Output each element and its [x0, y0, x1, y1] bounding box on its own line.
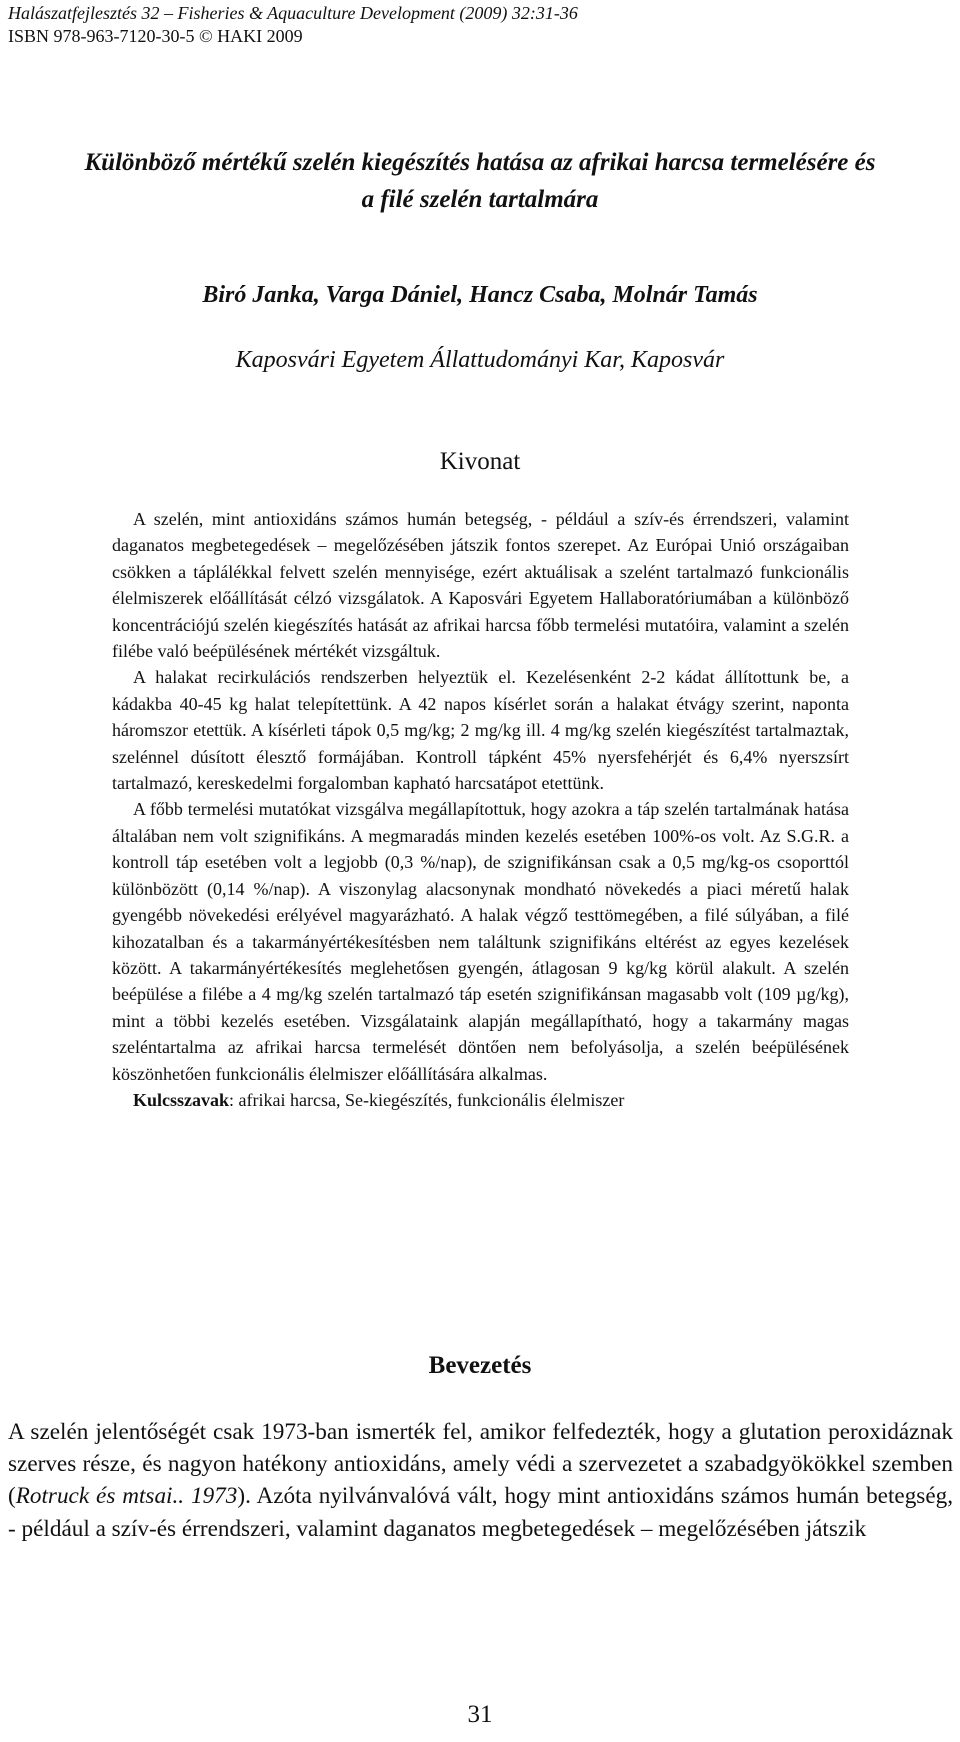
title-line-2: a filé szelén tartalmára — [361, 186, 599, 213]
keywords-text: : afrikai harcsa, Se-kiegészítés, funkcionális élelmiszer — [229, 1089, 625, 1110]
intro-text-1: A szelén jelentőségét csak 1973-ban ismerték fel, amikor felfedezték, hogy a glutation peroxidáznak szerves része, és nagyon hatékony antioxidáns, amely védi a szervezetet a szabadgyökökkel szemben ( — [8, 1419, 953, 1510]
authors: Biró Janka, Varga Dániel, Hancz Csaba, Molnár Tamás — [202, 282, 758, 308]
running-header — [8, 2, 578, 48]
keywords — [112, 1087, 849, 1113]
keywords-label: Kulcsszavak — [133, 1089, 230, 1110]
title-line-1: Különböző mértékű szelén kiegészítés hatása az afrikai harcsa termelésére és — [84, 149, 876, 176]
intro-body — [8, 1416, 953, 1545]
abstract — [112, 506, 849, 1113]
intro-heading: Bevezetés — [428, 1352, 532, 1379]
intro-paragraph — [8, 1416, 953, 1545]
abstract-heading: Kivonat — [439, 448, 521, 475]
abstract-paragraph-3: A főbb termelési mutatókat vizsgálva megállapítottuk, hogy azokra a táp szelén tartalmának hatása általában nem volt szignifikáns. A megmaradás minden kezelés esetében 100%-os volt. Az S.G.R. a kontroll táp esetében volt a legjobb (0,3 %/nap), de szignifikánsan csak a 0,5 mg/kg-os csoporttól különbözött (0,14 %/nap). A viszonylag alacsonynak mondható növekedés a piaci méretű halak gyengébb növekedési erélyével magyarázható. A halak végző testtömegében, a filé súlyában, a filé kihozatalban és a takarmányértékesítésben nem találtunk szignifikáns eltérést az egyes kezelések között. A takarmányértékesítés meglehetősen gyengén, átlagosan 9 kg/kg körül alakult. A szelén beépülése a filébe a 4 mg/kg szelén tartalmazó táp esetén szignifikánsan magasabb volt (109 µg/kg), mint a többi kezelés esetében. Vizsgálataink alapján megállapítható, hogy a takarmány magas szeléntartalma az afrikai harcsa termelését döntően nem befolyásolja, a szelén beépülésének köszönhetően funkcionális élelmiszer előállítására alkalmas. — [112, 799, 849, 1084]
isbn-line: ISBN 978-963-7120-30-5 © HAKI 2009 — [8, 26, 303, 46]
paper-title — [0, 144, 960, 218]
journal-citation: Halászatfejlesztés 32 – Fisheries & Aquaculture Development (2009) 32:31-36 — [8, 3, 578, 23]
abstract-paragraph-2: A halakat recirkulációs rendszerben helyeztük el. Kezelésenként 2-2 kádat állítottunk be, a kádakba 40-45 kg halat telepítettünk. A 42 napos kísérlet során a halakat étvágy szerint, naponta háromszor etettük. A kísérleti tápok 0,5 mg/kg; 2 mg/kg ill. 4 mg/kg szelén kiegészítést tartalmaztak, szelénnel dúsított élesztő formájában. Kontroll tápként 45% nyersfehérjét és 6,4% nyerszsírt tartalmazó, kereskedelmi forgalomban kapható harcsatápot etettünk. — [112, 667, 849, 794]
abstract-paragraph-1: A szelén, mint antioxidáns számos humán betegség, - például a szív-és érrendszeri, valamint daganatos megbetegedések – megelőzésében játszik fontos szerepet. Az Európai Unió országaiban csökken a táplálékkal felvett szelén mennyisége, ezért aktuálisak a szelént tartalmazó funkcionális élelmiszerek előállítását célzó vizsgálatok. A Kaposvári Egyetem Hallaboratóriumában a különböző koncentrációjú szelén kiegészítés hatását az afrikai harcsa főbb termelési mutatóira, valamint a szelén filébe való beépülésének mértékét vizsgáltuk. — [112, 509, 849, 662]
page-number: 31 — [467, 1701, 493, 1728]
intro-citation: Rotruck és mtsai.. 1973 — [15, 1483, 238, 1510]
affiliation: Kaposvári Egyetem Állattudományi Kar, Kaposvár — [235, 347, 725, 373]
intro-text-2: ). Azóta nyilvánvalóvá vált, hogy mint antioxidáns számos humán betegség, - például a szív-és érrendszeri, valamint daganatos megbetegedések – megelőzésében játszik — [8, 1483, 954, 1542]
